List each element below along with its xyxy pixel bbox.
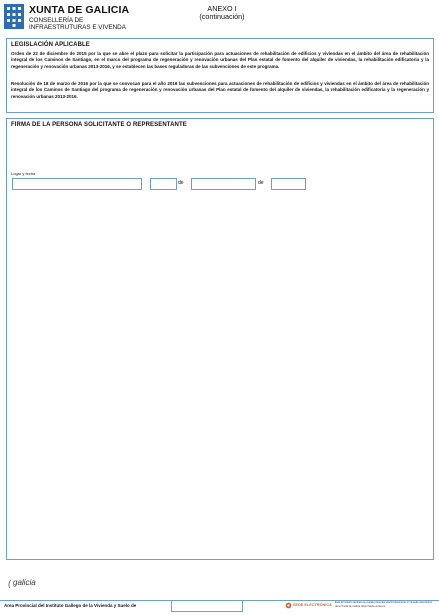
sede-electronica-note: Este formulario también se puede presentar electrónicamente en la sede electrónica de la Xunta de Galicia https://sede.xunta.es	[335, 601, 432, 608]
signature-title: FIRMA DE LA PERSONA SOLICITANTE O REPRESENTANTE	[11, 122, 187, 128]
area-province-field[interactable]	[171, 600, 243, 612]
sede-electronica-icon	[285, 602, 292, 609]
place-field[interactable]	[12, 178, 142, 190]
day-field[interactable]	[150, 178, 177, 190]
signature-section	[6, 118, 434, 560]
galicia-logo-mark-icon	[7, 578, 12, 590]
org-department-line1: CONSELLERÍA DE	[29, 17, 84, 24]
annex-subtitle: (continuación)	[199, 12, 245, 21]
place-date-label: Lugar y fecha	[11, 171, 36, 176]
area-label: Área Provincial del Instituto Gallego de la Vivienda y Suelo de	[4, 603, 137, 608]
legislation-paragraph-1: Orden de 22 de diciembre de 2015 por la que se abre el plazo para solicitar la participación para actuaciones de rehabilitación de edificios y viviendas en el ámbito del área de rehabilitación integral de los Caminos de Santiago, en el marco del programa de regeneración y renovación urbanas del Plan estatal de fomento del alquiler de viviendas, la rehabilitación edificatoria y la regeneración y renovación urbanas 2013-2016, y se establecen las bases reguladoras de las subvenciones de este programa.	[11, 51, 429, 69]
de-separator-2: de	[258, 180, 264, 186]
comma-separator: ,	[141, 180, 143, 186]
legislation-section	[6, 38, 434, 113]
sede-electronica-label: SEDE ELECTRÓNICA	[293, 603, 332, 607]
org-name: XUNTA DE GALICIA	[29, 4, 130, 16]
annex-heading	[190, 5, 254, 21]
xunta-shield-icon	[4, 4, 24, 29]
galicia-logo-text: galicia	[13, 578, 36, 587]
de-separator-1: de	[178, 180, 184, 186]
legislation-paragraph-2: Resolución de 18 de marzo de 2016 por la que se convocan para el año 2016 las subvenciones para actuaciones de rehabilitación de edificios y viviendas en el ámbito del área de rehabilitación integral de los Caminos de Santiago del programa de regeneración y renovación urbanas del Plan estatal de fomento del alquiler de viviendas, la rehabilitación edificatoria y la regeneración y renovación urbanas 2013-2016.	[11, 81, 429, 99]
legislation-title: LEGISLACIÓN APLICABLE	[11, 42, 90, 48]
month-field[interactable]	[191, 178, 256, 190]
annex-title: ANEXO I	[207, 4, 237, 13]
org-department-line2: INFRAESTRUTURAS E VIVENDA	[29, 24, 126, 31]
year-field[interactable]	[271, 178, 306, 190]
